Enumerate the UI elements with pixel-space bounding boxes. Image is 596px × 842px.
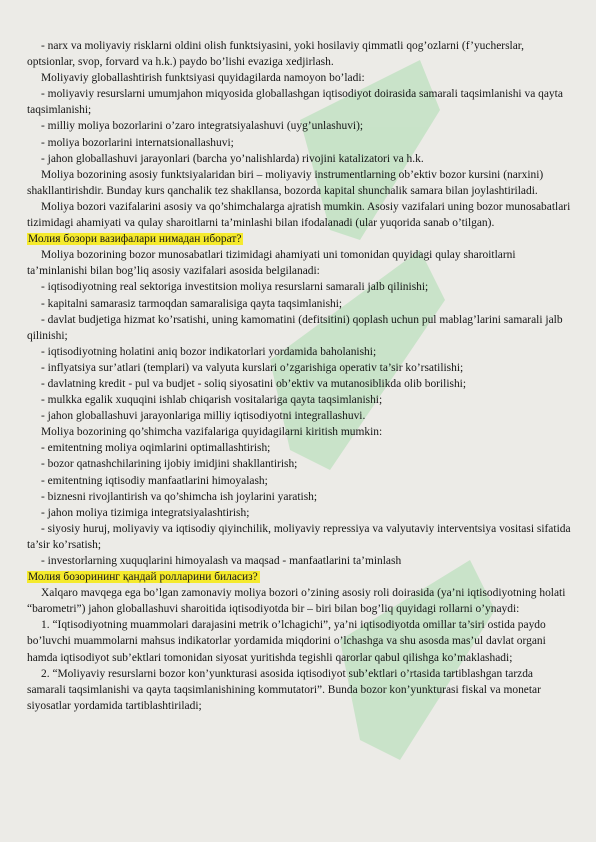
document-page: [27, 38, 573, 714]
paragraph: - mulkka egalik xuquqini ishlab chiqarish vositalariga qayta taqsimlanishi;: [41, 394, 383, 407]
paragraph: Moliya bozorining asosiy funktsiyalaridan biri – moliyaviy instrumentlarning ob’ektiv bozor kursini (narxini) shakllantirishdir. Bunday kurs qanchalik tez shakllansa, bozorda kapital shunchalik samara bilan joylashtiriladi.: [27, 168, 544, 197]
paragraph: - iqtisodiyotning holatini aniq bozor indikatorlari yordamida baholanishi;: [41, 345, 377, 358]
paragraph: - jahon globallashuvi jarayonlari (barcha yo’nalishlarda) rivojini katalizatori va h.k.: [41, 152, 424, 165]
paragraph: Moliya bozorining qo’shimcha vazifalariga quyidagilarni kiritish mumkin:: [41, 426, 383, 439]
paragraph: 1. “Iqtisodiyotning muammolari darajasini metrik o’lchagichi”, ya’ni iqtisodiyotda omillar ta’siri ostida paydo bo’luvchi muammolarni mahsus indikatorlar yordamida miqdorini o’lchashga va shu asosda mas’ul davlat organi hamda iqtisodiyot sub’ektlari tomonidan siyosat yuritishda tegishli qarorlar qabul qilishga ko’maklashadi;: [27, 619, 546, 664]
paragraph: - moliya bozorlarini internatsionallashuvi;: [41, 136, 234, 149]
paragraph: - siyosiy huruj, moliyaviy va iqtisodiy qiyinchilik, moliyaviy repressiya va valyutaviy interventsiya vositasi sifatida ta’sir ko’rsatish;: [27, 522, 571, 551]
paragraph: - investorlarning xuquqlarini himoyalash va maqsad - manfaatlarini ta’minlash: [41, 555, 402, 567]
paragraph: - kapitalni samarasiz tarmoqdan samaralisiga qayta taqsimlanishi;: [41, 297, 343, 310]
paragraph: Moliyaviy globallashtirish funktsiyasi quyidagilarda namoyon bo’ladi:: [41, 72, 365, 85]
highlighted-question: Молия бозори вазифалари нимадан иборат?: [28, 233, 242, 246]
paragraph: - davlat budjetiga hizmat ko’rsatishi, uning kamomatini (defitsitini) qoplash uchun pul mablag’larini samarali jalb qilinishi;: [27, 313, 563, 342]
paragraph: - bozor qatnashchilarining ijobiy imidjini shakllantirish;: [41, 458, 298, 471]
paragraph: - milliy moliya bozorlarini o’zaro integratsiyalashuvi (uyg’unlashuvi);: [41, 120, 364, 133]
paragraph: - emitentning iqtisodiy manfaatlarini himoyalash;: [41, 474, 268, 487]
paragraph: - davlatning kredit - pul va budjet - soliq siyosatini ob’ektiv va mutanosiblikda olib borilishi;: [41, 377, 467, 390]
section-heading: [27, 231, 573, 247]
paragraph: - jahon moliya tizimiga integratsiyalashtirish;: [41, 506, 250, 519]
paragraph: - inflyatsiya sur’atlari (templari) va valyuta kurslari o’zgarishiga operativ ta’sir ko’rsatilishi;: [41, 361, 464, 374]
paragraph: Moliya bozorining bozor munosabatlari tizimidagi ahamiyati uni tomonidan quyidagi qulay sharoitlarni ta’minlanishi bilan bog’liq asosiy vazifalari asosida belgilanadi:: [27, 249, 516, 278]
paragraph: - iqtisodiyotning real sektoriga investitsion moliya resurslarni samarali jalb qilinishi;: [41, 281, 429, 294]
highlighted-question: Молия бозорининг қандай ролларини биласиз?: [28, 571, 258, 584]
paragraph: - biznesni rivojlantirish va qo’shimcha ish joylarini yaratish;: [41, 490, 318, 503]
section-heading: [27, 569, 573, 585]
paragraph: - moliyaviy resurslarni umumjahon miqyosida globallashgan iqtisodiyot doirasida samarali taqsimlanishi va qayta taqsimlanishi;: [27, 88, 563, 117]
paragraph: Moliya bozori vazifalarini asosiy va qo’shimchalarga ajratish mumkin. Asosiy vazifalari uning bozor munosabatlari tizimidagi ahamiyati va qulay sharoitlarni ta’minlashi bilan ifodalanadi (ular yuqorida sanab o’tilgan).: [27, 200, 571, 230]
paragraph: Xalqaro mavqega ega bo’lgan zamonaviy moliya bozori o’zining asosiy roli doirasida (ya’ni iqtisodiyotning holati “barometri”) jahon globallashuvi sharoitida iqtisodiyotda bir – biri bilan bog’liq quyidagi rollarni o’ynaydi:: [27, 587, 566, 616]
paragraph: - jahon globallashuvi jarayonlariga milliy iqtisodiyotni integrallashuvi.: [41, 410, 366, 423]
paragraph: - narx va moliyaviy risklarni oldini olish funktsiyasini, yoki hosilaviy qimmatli qog’ozlarni (f’yucherslar, optsionlar, svop, forvard va h.k.) paydo bo’lishi evaziga xedjirlash.: [27, 40, 524, 69]
paragraph: - emitentning moliya oqimlarini optimallashtirish;: [41, 442, 271, 455]
paragraph: 2. “Moliyaviy resurslarni bozor kon’yunkturasi asosida iqtisodiyot sub’ektlari o’rtasida tartiblashgan tarzda samarali taqsimlanishi va qayta taqsimlanishining kommutatori”. Bunda bozor kon’yunkturasi fiskal va monetar siyosatlar yordamida tartiblashtiriladi;: [27, 667, 541, 712]
